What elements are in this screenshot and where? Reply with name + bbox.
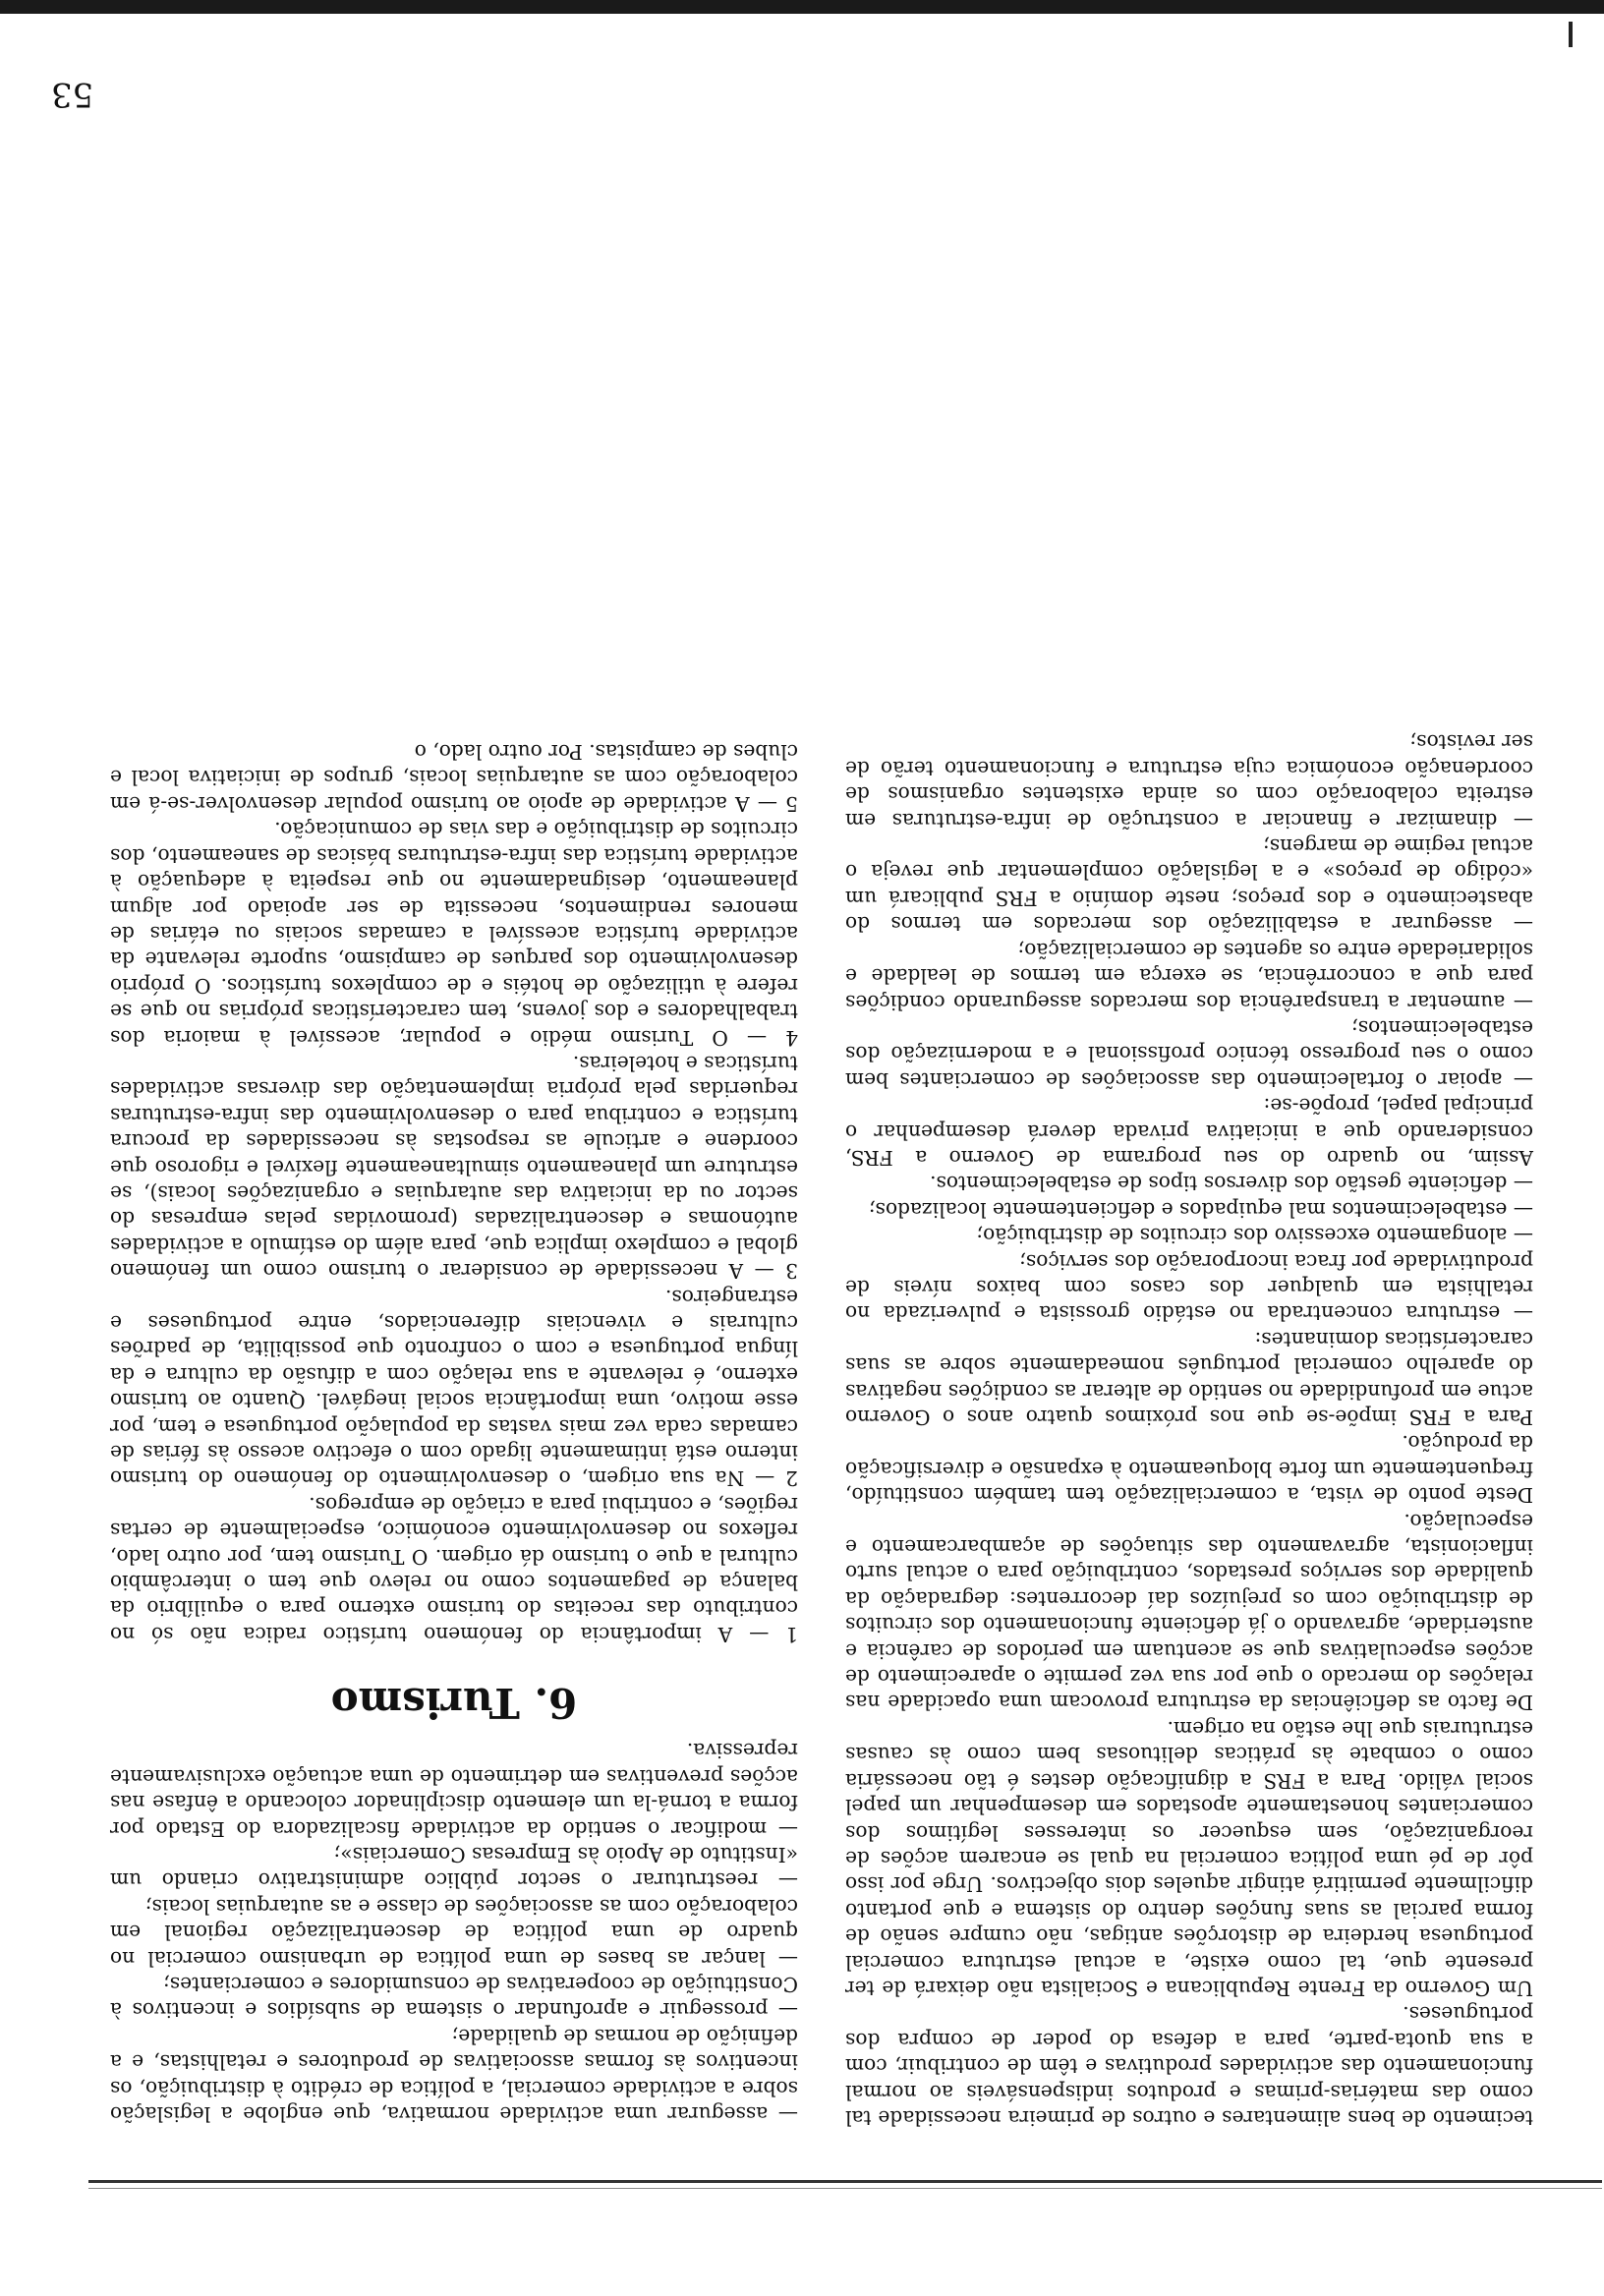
list-item: — dinamizar e financiar a construção de infra-estruturas em estreita colaboração com os ainda existentes organismos de coordenação económica cuja estrutura e funcionamento terão de ser revistos;: [845, 730, 1533, 832]
list-item: — apoiar o fortalecimento das associações de comerciantes bem como o seu progresso técnico profissional e a modernização dos estabelecimentos;: [845, 1015, 1533, 1092]
paragraph: De facto as deficiências da estrutura provocam uma opacidade nas relações do mercado o que por sua vez permite o aparecimento de acções especulativas que se acentuam em períodos de carência e austeridade, agravando o já deficiente funcionamento dos circuitos de distribuição com os prejuízos daí decorrentes: degradação da qualidade dos serviços prestados, contribuição para o actual surto inflacionista, agravamento das situações de açambarcamento e especulação.: [845, 1509, 1533, 1715]
paragraph: 2 — Na sua origem, o desenvolvimento do fenómeno do turismo interno está intimamente ligado com o efectivo acesso às férias de camadas cada vez mais vastas da população portuguesa e tem, por esse motivo, uma importância social inegável. Quanto ao turismo externo, é relevante a sua relação com a difusão da cultura e da língua portuguesa e com o confronto que possibilita, de padrões culturais e vivenciais diferenciados, entre portugueses e estrangeiros.: [110, 1285, 798, 1491]
list-item: — estabelecimentos mal equipados e deficientemente localizados;: [868, 1197, 1533, 1222]
paragraph: Assim, no quadro do seu programa de Governo a FRS, considerando que a iniciativa privada deverá desempenhar o principal papel, propõe-se:: [845, 1094, 1533, 1170]
paragraph: 3 — A necessidade de considerar o turismo como um fenómeno global e complexo implica que, para além do estímulo a actividades autónomas e descentralizadas (promovidas pelas empresas do sector ou da iniciativa das autarquias e organizações locais), se estruture um planeamento simultaneamente flexível e rigoroso que coordene e articule as respostas às necessidades da procura turística e contribua para o desenvolvimento das infra-estruturas requeridas pela própria implementação das diversas actividades turísticas e hoteleiras.: [110, 1051, 798, 1284]
paragraph: Deste ponto de vista, a comercialização tem também constituído, frequentemente um forte bloqueamento à expansão e diversificação da produção.: [845, 1431, 1533, 1508]
paragraph: Para a FRS impõe-se que nos próximos quatro anos o Governo actue em profundidade no sentido de alterar as condições negativas do aparelho comercial português nomeadamente sobre as suas características dominantes:: [845, 1327, 1533, 1430]
paragraph: Um Governo da Frente Republicana e Socialista não deixará de ter presente que, tal como existe, a actual estrutura comercial portuguesa herdeira de distorções antigas, não cumpre senão de forma parcial as suas funções dentro do sistema e que portanto dificilmente permitirá atingir aqueles dois objectivos. Urge por isso pôr de pé uma política comercial na qual se encarem acções de reorganização, sem esquecer os interesses legítimos dos comerciantes honestamente apostados em desempenhar um papel social válido. Para a FRS a dignificação destes é tão necessária como o combate às práticas delituosas bem como às causas estruturais que lhe estão na origem.: [845, 1716, 1533, 2000]
paragraph: 4 — O Turismo médio e popular, acessível à maioria dos trabalhadores e dos jovens, tem características próprias no que se refere à utilização de hotéis e de complexos turísticos. O próprio desenvolvimento dos parques de campismo, suporte relevante da actividade turística acessível a camadas sociais ou etárias de menores rendimentos, necessita de ser apoiado por algum planeamento, designadamente no que respeita à adequação à actividade turística das infra-estruturas básicas de saneamento, dos circuitos de distribuição e das vias de comunicação.: [110, 818, 798, 1050]
list-item: — deficiente gestão dos diversos tipos de estabelecimentos.: [930, 1172, 1533, 1196]
page-number: 53: [51, 75, 94, 114]
list-item: — modificar o sentido da actividade fiscalizadora do Estado por forma a torná-la um elemento disciplinador colocando a ênfase nas acções preventivas em detrimento de uma actuação exclusivamente repressiva.: [110, 1739, 798, 1841]
list-item: — alongamento excessivo dos circuitos de distribuição;: [976, 1224, 1533, 1248]
paragraph: 5 — A actividade de apoio ao turismo popular desenvolver-se-á em colaboração com as autarquias locais, grupos de iniciativa local e clubes de campistas. Por outro lado, o: [110, 740, 798, 816]
list-item: — assegurar a estabilização dos mercados em termos do abastecimento e dos preços; neste domínio a FRS publicará um «código de preços» e a legislação complementar que reveja o actual regime de margens;: [845, 834, 1533, 937]
list-item: — reestruturar o sector público administrativo criando um «Instituto de Apoio às Empresas Comerciais»;: [110, 1842, 798, 1893]
list-item: — prosseguir e aprofundar o sistema de subsídios e incentivos à Constituição de cooperativas de consumidores e comerciantes;: [110, 1972, 798, 2023]
list-item: — aumentar a transparência dos mercados assegurando condições para que a concorrência, se exerça em termos de lealdade e solidariedade entre os agentes de comercialização;: [845, 938, 1533, 1014]
left-column: [845, 729, 1533, 2131]
list-item: — assegurar uma actividade normativa, que englobe a legislação sobre a actividade comercial, a política de crédito à distribuição, os incentivos às formas associativas de produtores e retalhistas, e a definição de normas de qualidade;: [110, 2024, 798, 2126]
right-column: [110, 739, 798, 2127]
list-item: — estrutura concentrada no estádio grossista e pulverizada no retalhista em qualquer dos casos com baixos níveis de produtividade por fraca incorporação dos serviços;: [845, 1249, 1533, 1326]
list-item: — lançar as bases de uma política de urbanismo comercial no quadro de uma política de descentralização regional em colaboração com as associações de classe e as autarquias locais;: [110, 1894, 798, 1971]
section-title: 6. Turismo: [330, 1678, 578, 1727]
paragraph: tecimento de bens alimentares e outros de primeira necessidade tal como das matérias-primas e produtos indispensáveis ao normal funcionamento das actividades produtivas e têm de contribuir, com a sua quota-parte, para a defesa do poder de compra dos portugueses.: [845, 2002, 1533, 2130]
paragraph: 1 — A importância do fenómeno turístico radica não só no contributo das receitas do turismo externo para o equilíbrio da balança de pagamentos como no relevo que tem o intercâmbio cultural a que o turismo dá origem. O Turismo tem, por outro lado, reflexos no desenvolvimento económico, especialmente de certas regiões, e contribui para a criação de empregos.: [110, 1492, 798, 1646]
